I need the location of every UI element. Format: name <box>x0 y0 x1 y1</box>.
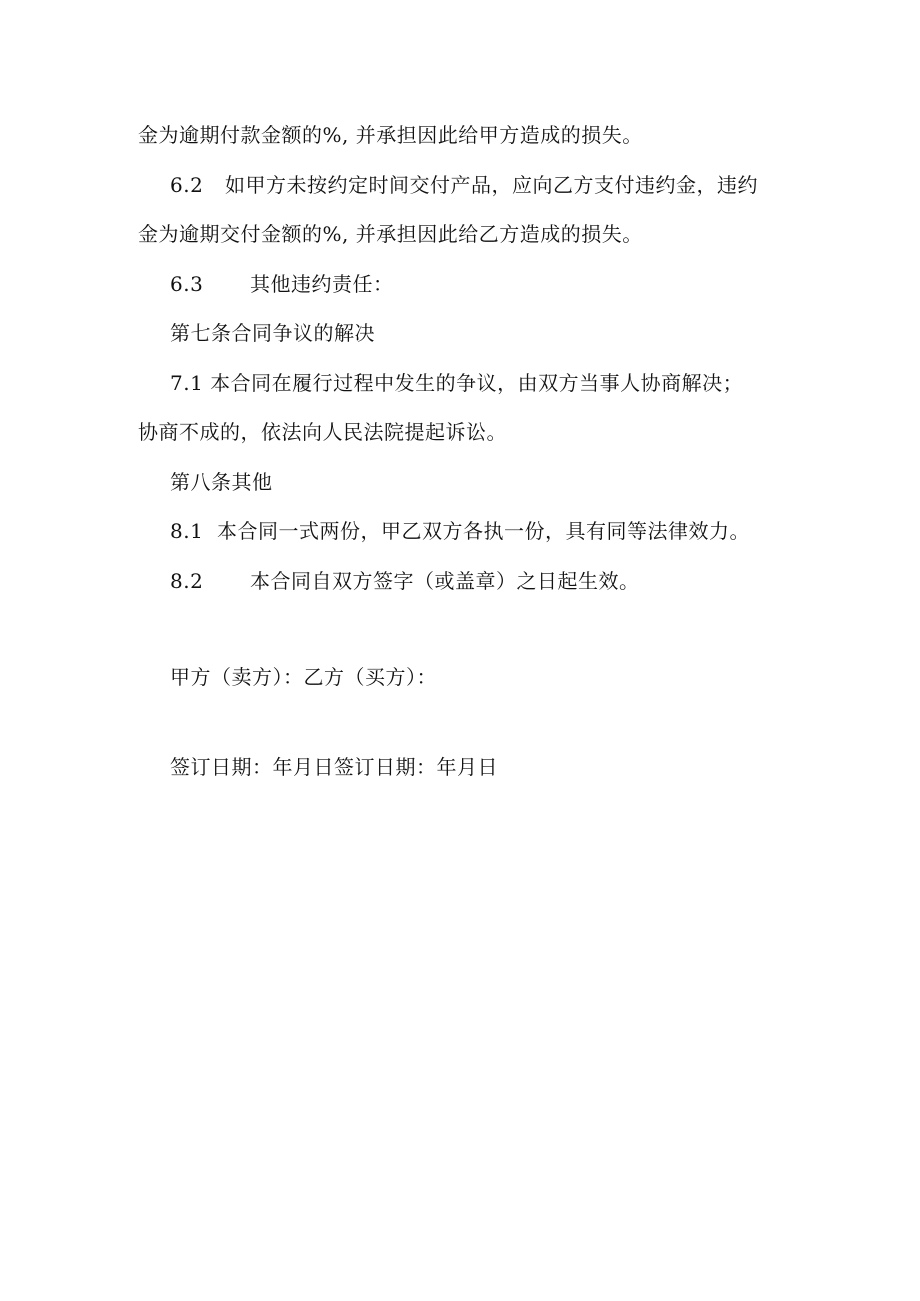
clause-8-1 <box>170 517 750 545</box>
clause-number: 6.3 <box>170 272 204 296</box>
clause-6-2 <box>170 171 758 199</box>
heading-text: 第七条合同争议的解决 <box>170 321 375 345</box>
paragraph-6-1-continuation <box>138 121 643 149</box>
article-8-heading <box>170 468 273 496</box>
clause-7-1 <box>170 369 743 397</box>
clause-text: 如甲方未按约定时间交付产品，应向乙方支付违约金，违约 <box>225 173 758 197</box>
clause-6-2-continuation <box>138 220 643 248</box>
parties-text: 甲方（卖方）：乙方（买方）： <box>170 665 437 689</box>
article-7-heading <box>170 319 375 347</box>
clause-text: 其他违约责任： <box>250 272 394 296</box>
clause-7-1-continuation <box>138 418 507 446</box>
clause-6-3 <box>170 270 394 298</box>
clause-text: 本合同自双方签字（或盖章）之日起生效。 <box>250 569 640 593</box>
parties-line <box>170 663 437 691</box>
clause-text: 本合同一式两份，甲乙双方各执一份，具有同等法律效力。 <box>217 519 750 543</box>
clause-8-2 <box>170 567 640 595</box>
clause-number: 8.2 <box>170 569 204 593</box>
clause-number: 6.2 <box>170 173 204 197</box>
heading-text: 第八条其他 <box>170 470 273 494</box>
paragraph-text: 金为逾期付款金额的%, 并承担因此给甲方造成的损失。 <box>138 123 643 147</box>
clause-text: 7.1 本合同在履行过程中发生的争议，由双方当事人协商解决； <box>170 371 744 395</box>
sign-dates-line <box>170 753 498 781</box>
paragraph-text: 协商不成的，依法向人民法院提起诉讼。 <box>138 420 507 444</box>
sign-dates-text: 签订日期：年月日签订日期：年月日 <box>170 755 498 779</box>
clause-number: 8.1 <box>170 519 204 543</box>
paragraph-text: 金为逾期交付金额的%, 并承担因此给乙方造成的损失。 <box>138 222 643 246</box>
